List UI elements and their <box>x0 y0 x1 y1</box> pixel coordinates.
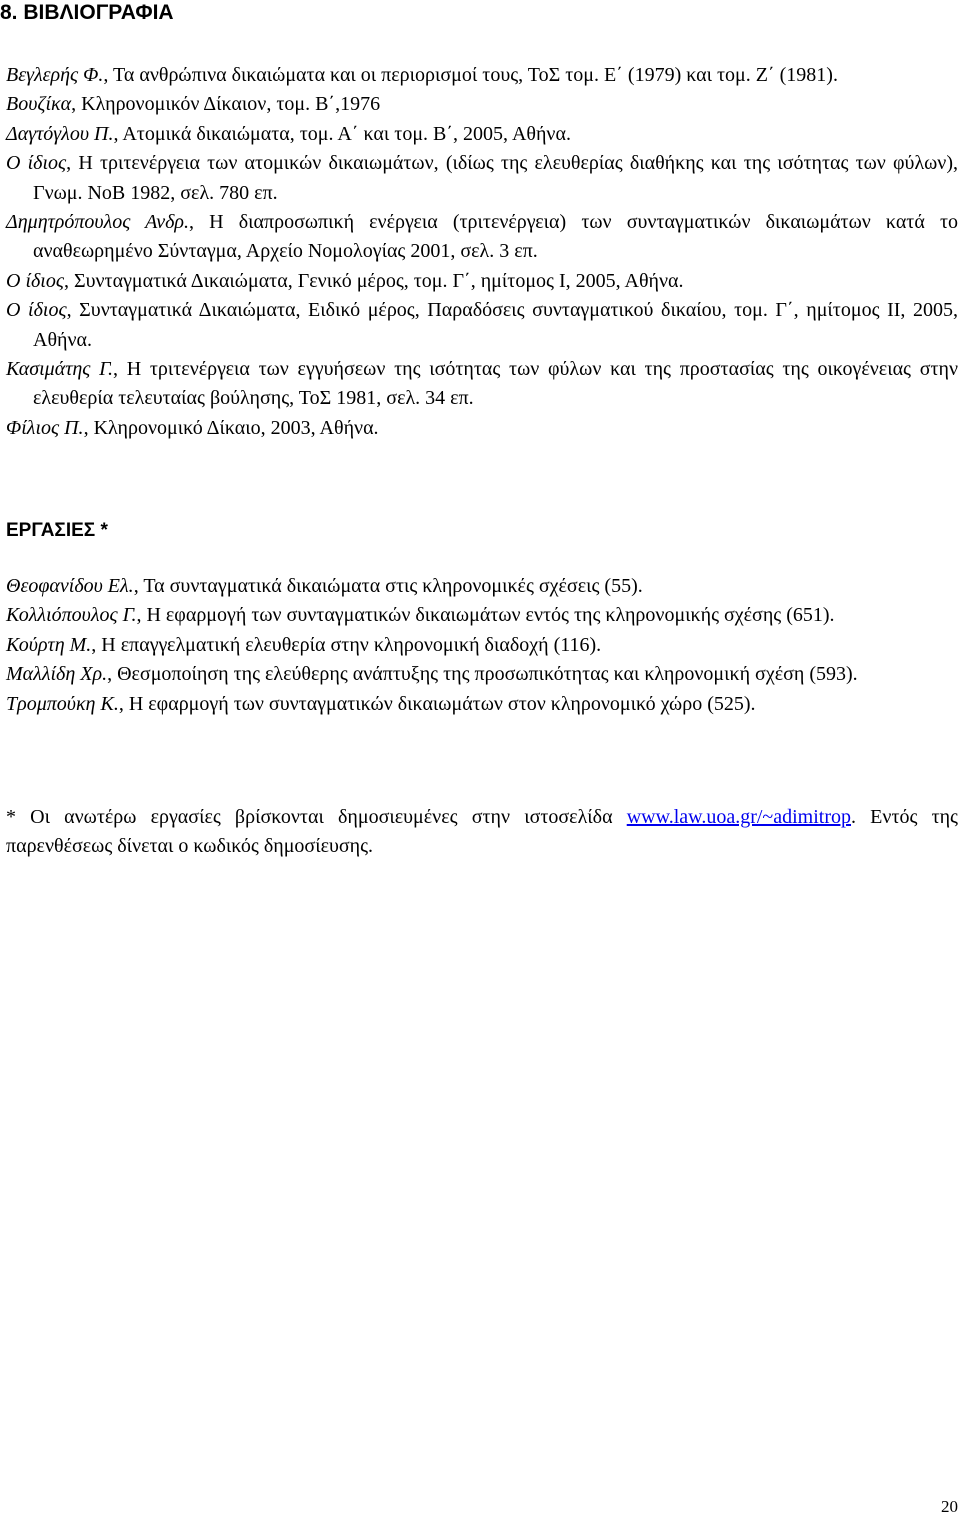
entry-author: Θεοφανίδου Ελ. <box>6 575 134 597</box>
entry-text: , Η τριτενέργεια των εγγυήσεων της ισότητας των φύλων και της προστασίας της οικογένειας στην ελευθερία τελευταίας βούλησης, ΤοΣ 1981, σελ. 34 επ. <box>33 358 959 410</box>
bibliography-entry <box>6 120 958 149</box>
works-entry <box>6 572 958 601</box>
entry-text: , Τα ανθρώπινα δικαιώματα και οι περιορισμοί τους, ΤοΣ τομ. Ε΄ (1979) και τομ. Ζ΄ (1981). <box>103 64 838 86</box>
entry-author: Βουζίκα <box>6 93 72 116</box>
entry-text: , Η εφαρμογή των συνταγματικών δικαιωμάτων εντός της κληρονομικής σχέσης (651). <box>136 604 835 627</box>
works-list <box>6 572 958 719</box>
entry-text: , Η επαγγελματική ελευθερία στην κληρονομική διαδοχή (116). <box>91 633 602 656</box>
bibliography-entry <box>6 61 958 90</box>
bibliography-entry <box>6 267 958 296</box>
entry-text: , Η διαπροσωπική ενέργεια (τριτενέργεια) των συνταγματικών δικαιωμάτων κατά το αναθεωρημένο Σύνταγμα, Αρχείο Νομολογίας 2001, σελ. 3 επ. <box>33 211 958 263</box>
bibliography-list <box>6 61 958 443</box>
entry-author: Κασιμάτης Γ. <box>6 358 113 381</box>
entry-author: Δαγτόγλου Π. <box>6 122 114 145</box>
works-entry <box>6 690 958 719</box>
works-entry <box>6 660 958 689</box>
entry-text: , Συνταγματικά Δικαιώματα, Ειδικό μέρος, Παραδόσεις συνταγματικού δικαίου, τομ. Γ΄, ημίτομος ΙΙ, 2005, Αθήνα. <box>33 299 958 351</box>
entry-text: , Συνταγματικά Δικαιώματα, Γενικό μέρος, τομ. Γ΄, ημίτομος Ι, 2005, Αθήνα. <box>63 269 684 292</box>
entry-text: , Η εφαρμογή των συνταγματικών δικαιωμάτων στον κληρονομικό χώρο (525). <box>118 692 756 715</box>
entry-text: , Κληρονομικό Δίκαιο, 2003, Αθήνα. <box>83 416 379 439</box>
entry-text: , Τα συνταγματικά δικαιώματα στις κληρονομικές σχέσεις (55). <box>133 575 643 597</box>
entry-author: Δημητρόπουλος Ανδρ. <box>6 211 190 234</box>
entry-author: Ο ίδιος <box>6 152 67 175</box>
footnote <box>6 803 958 862</box>
entry-author: Φίλιος Π. <box>6 416 84 439</box>
bibliography-entry <box>6 90 958 119</box>
entry-author: Μαλλίδη Χρ. <box>6 663 108 686</box>
works-entry <box>6 631 958 660</box>
entry-author: Κούρτη Μ. <box>6 633 92 656</box>
entry-text: , Ατομικά δικαιώματα, τομ. Α΄ και τομ. Β΄, 2005, Αθήνα. <box>113 122 571 145</box>
works-entry <box>6 601 958 630</box>
works-heading: ΕΡΓΑΣΙΕΣ * <box>6 520 108 541</box>
entry-author: Τρομπούκη Κ. <box>6 692 119 715</box>
page-number: 20 <box>941 1497 958 1516</box>
footnote-suffix: . Εντός της παρενθέσεως δίνεται ο κωδικός δημοσίευσης. <box>6 806 958 858</box>
footnote-prefix: * Οι ανωτέρω εργασίες βρίσκονται δημοσιευμένες στην ιστοσελίδα <box>6 806 627 828</box>
entry-author: Κολλιόπουλος Γ. <box>6 604 137 627</box>
entry-text: , Κληρονομικόν Δίκαιον, τομ. Β΄,1976 <box>71 93 381 116</box>
entry-text: , Θεσμοποίηση της ελεύθερης ανάπτυξης της προσωπικότητας και κληρονομική σχέση (593). <box>107 663 858 686</box>
bibliography-entry <box>6 149 958 208</box>
entry-author: Ο ίδιος <box>6 299 67 322</box>
bibliography-entry <box>6 208 958 267</box>
section-heading: 8. ΒΙΒΛΙΟΓΡΑΦΙΑ <box>0 1 174 24</box>
bibliography-entry <box>6 355 958 414</box>
entry-author: Βεγλερής Φ. <box>6 64 104 86</box>
bibliography-entry <box>6 414 958 443</box>
bibliography-entry <box>6 296 958 355</box>
entry-text: , Η τριτενέργεια των ατομικών δικαιωμάτων, (ιδίως της ελευθερίας διαθήκης και της ισότητας των φύλων), Γνωμ. ΝοΒ 1982, σελ. 780 επ. <box>33 152 959 204</box>
website-link[interactable]: www.law.uoa.gr/~adimitrop <box>626 806 852 828</box>
entry-author: Ο ίδιος <box>6 269 64 292</box>
